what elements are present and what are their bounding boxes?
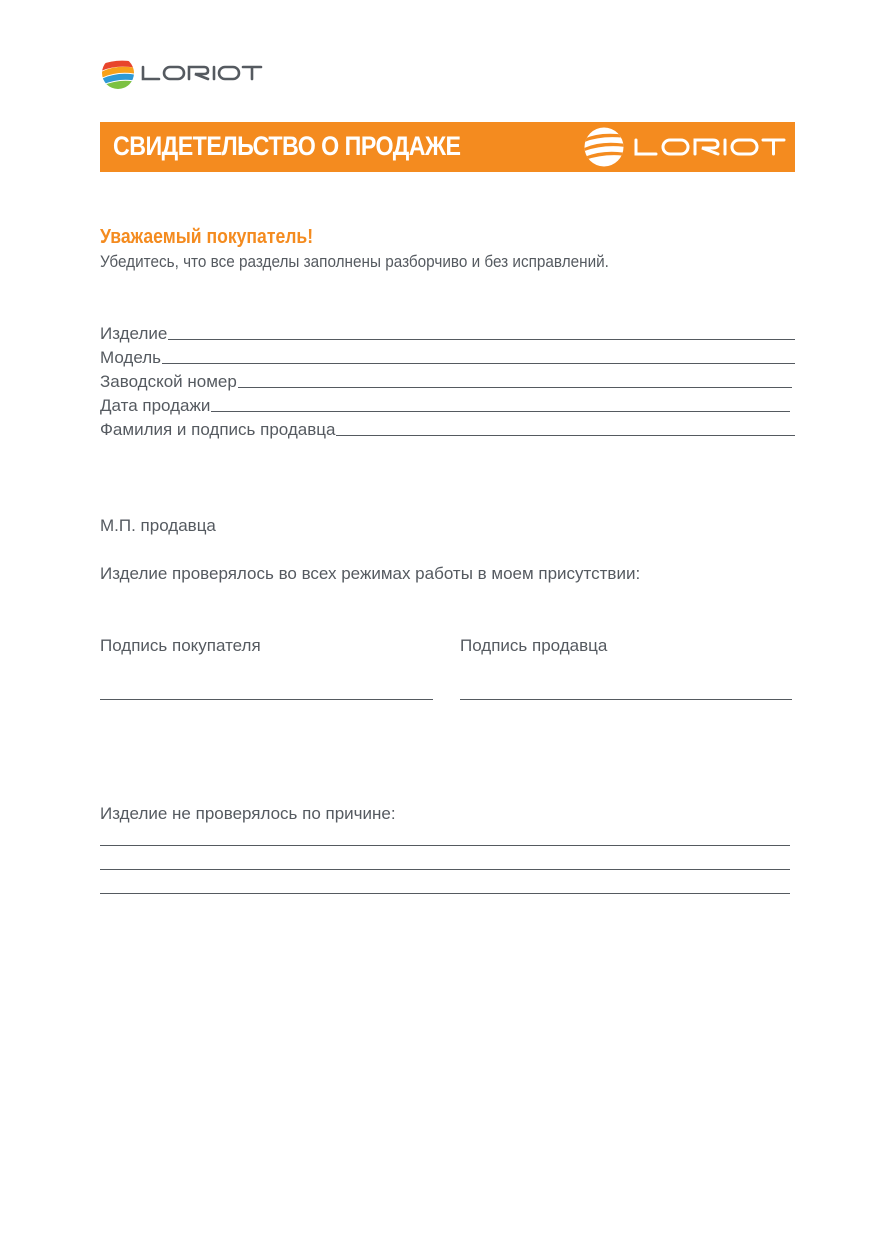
reason-line-3[interactable]: [100, 893, 790, 894]
field-sale-date[interactable]: [100, 394, 790, 416]
field-product[interactable]: [100, 322, 795, 344]
not-checked-statement: Изделие не проверялось по причине:: [100, 804, 396, 823]
seller-signature-label: Подпись продавца: [460, 636, 608, 655]
field-line-model[interactable]: [162, 363, 795, 364]
page-title: СВИДЕТЕЛЬСТВО О ПРОДАЖЕ: [113, 131, 461, 161]
checked-statement: Изделие проверялось во всех режимах работы в моем присутствии:: [100, 564, 641, 583]
reason-line-2[interactable]: [100, 869, 790, 870]
field-line-serial-number[interactable]: [238, 387, 792, 388]
field-label-sale-date: Дата продажи: [100, 396, 211, 415]
instruction-text: Убедитесь, что все разделы заполнены разборчиво и без исправлений.: [100, 252, 609, 271]
buyer-signature-line[interactable]: [100, 699, 433, 700]
field-label-seller-name-signature: Фамилия и подпись продавца: [100, 420, 336, 439]
field-seller-name-signature[interactable]: [100, 418, 795, 440]
reason-line-1[interactable]: [100, 845, 790, 846]
seller-signature-line[interactable]: [460, 699, 792, 700]
loriot-logo: [101, 56, 263, 90]
field-model[interactable]: [100, 346, 795, 368]
greeting-heading: Уважаемый покупатель!: [100, 226, 314, 248]
field-label-serial-number: Заводской номер: [100, 372, 237, 391]
field-line-product[interactable]: [168, 339, 795, 340]
field-line-sale-date[interactable]: [211, 411, 790, 412]
loriot-logo-white: [584, 127, 786, 167]
header-banner: [100, 122, 795, 172]
field-label-model: Модель: [100, 348, 162, 367]
buyer-signature-label: Подпись покупателя: [100, 636, 261, 655]
field-label-product: Изделие: [100, 324, 168, 343]
stamp-label: М.П. продавца: [100, 516, 216, 535]
field-line-seller-name-signature[interactable]: [336, 435, 795, 436]
field-serial-number[interactable]: [100, 370, 792, 392]
